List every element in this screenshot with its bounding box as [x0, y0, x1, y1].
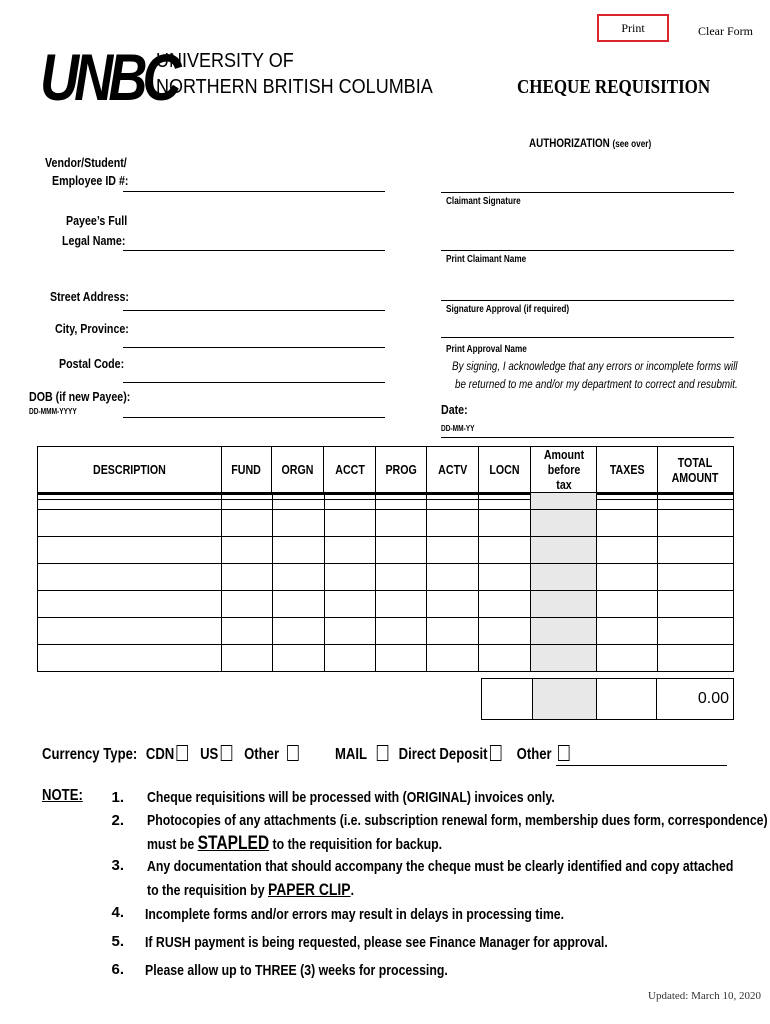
table-cell[interactable] — [479, 618, 531, 645]
table-row — [38, 618, 734, 645]
table-row — [38, 645, 734, 672]
currency-type-label: Currency Type: — [42, 746, 138, 763]
note-2-text: Photocopies of any attachments (i.e. subscription renewal form, membership dues form, correspondence) — [147, 812, 768, 829]
table-cell[interactable] — [427, 591, 479, 618]
col-prog: PROG — [376, 447, 427, 494]
claimant-signature-field[interactable] — [441, 192, 734, 193]
delivery-row — [335, 745, 573, 764]
us-checkbox[interactable] — [221, 745, 232, 761]
cdn-label: CDN — [145, 746, 175, 763]
table-row — [38, 591, 734, 618]
note-6-num: 6. — [111, 961, 124, 978]
cdn-checkbox[interactable] — [177, 745, 188, 761]
other-currency-label: Other — [244, 746, 280, 763]
table-cell — [531, 537, 597, 564]
table-cell[interactable] — [38, 645, 222, 672]
note-2-num: 2. — [111, 812, 124, 829]
table-cell[interactable] — [376, 618, 427, 645]
city-province-field[interactable] — [123, 347, 385, 348]
date-format: DD-MM-YY — [441, 424, 475, 433]
table-cell[interactable] — [427, 510, 479, 537]
table-cell[interactable] — [38, 591, 222, 618]
note-4-num: 4. — [111, 904, 124, 921]
table-cell[interactable] — [324, 537, 376, 564]
table-cell[interactable] — [272, 618, 324, 645]
signature-approval-field[interactable] — [441, 300, 734, 301]
logo-line1: UNIVERSITY OF — [156, 50, 294, 72]
table-cell[interactable] — [427, 645, 479, 672]
table-cell[interactable] — [324, 564, 376, 591]
table-body-grid — [37, 492, 734, 672]
mail-checkbox[interactable] — [377, 745, 388, 761]
table-cell[interactable] — [479, 510, 531, 537]
table-cell[interactable] — [272, 537, 324, 564]
direct-deposit-checkbox[interactable] — [490, 745, 501, 761]
vendor-id-field[interactable] — [123, 191, 385, 192]
table-cell[interactable] — [427, 493, 479, 510]
form-title: CHEQUE REQUISITION — [517, 76, 711, 98]
vendor-label-2: Employee ID #: — [52, 173, 129, 188]
dob-label: DOB (if new Payee): — [29, 389, 131, 404]
table-cell[interactable] — [221, 591, 272, 618]
table-cell[interactable] — [38, 510, 222, 537]
table-cell[interactable] — [658, 510, 734, 537]
totals-box — [481, 678, 734, 720]
table-cell[interactable] — [658, 564, 734, 591]
payee-label-1: Payee’s Full — [66, 213, 128, 228]
payment-row — [42, 745, 302, 764]
table-cell[interactable] — [221, 537, 272, 564]
note-3-text: Any documentation that should accompany the cheque must be clearly identified and copy attached — [147, 858, 734, 875]
table-cell[interactable] — [38, 537, 222, 564]
table-cell[interactable] — [221, 493, 272, 510]
note-3-continued: to the requisition by PAPER CLIP. — [147, 880, 355, 899]
table-cell[interactable] — [324, 493, 376, 510]
table-cell — [531, 510, 597, 537]
table-cell[interactable] — [376, 537, 427, 564]
table-row — [38, 493, 734, 510]
col-locn: LOCN — [479, 447, 531, 494]
table-cell[interactable] — [479, 591, 531, 618]
other-delivery-checkbox[interactable] — [558, 745, 569, 761]
table-cell[interactable] — [427, 618, 479, 645]
claimant-signature-label: Claimant Signature — [446, 196, 521, 207]
print-button[interactable]: Print — [597, 14, 669, 42]
table-cell[interactable] — [597, 564, 658, 591]
postal-code-field[interactable] — [123, 382, 385, 383]
table-cell[interactable] — [376, 564, 427, 591]
table-cell[interactable] — [597, 618, 658, 645]
table-cell[interactable] — [324, 510, 376, 537]
table-cell[interactable] — [376, 493, 427, 510]
table-cell[interactable] — [272, 564, 324, 591]
totals-blank — [482, 679, 533, 720]
table-cell[interactable] — [658, 537, 734, 564]
table-cell[interactable] — [376, 591, 427, 618]
acknowledgement-2: be returned to me and/or my department to correct and resubmit. — [455, 377, 738, 391]
table-cell[interactable] — [597, 510, 658, 537]
acknowledgement-1: By signing, I acknowledge that any errors or incomplete forms will — [452, 359, 738, 373]
table-cell[interactable] — [324, 618, 376, 645]
table-cell[interactable] — [479, 564, 531, 591]
table-cell[interactable] — [324, 591, 376, 618]
table-cell[interactable] — [427, 564, 479, 591]
postal-label: Postal Code: — [59, 356, 125, 371]
date-label: Date: — [441, 402, 468, 417]
table-row — [38, 564, 734, 591]
table-cell[interactable] — [221, 564, 272, 591]
note-3-num: 3. — [111, 857, 124, 874]
print-approval-label: Print Approval Name — [446, 344, 527, 355]
table-cell[interactable] — [597, 537, 658, 564]
logo-line2: NORTHERN BRITISH COLUMBIA — [156, 76, 433, 98]
table-cell[interactable] — [38, 618, 222, 645]
note-5-text: If RUSH payment is being requested, please see Finance Manager for approval. — [145, 934, 608, 951]
table-cell[interactable] — [221, 510, 272, 537]
updated-date: Updated: March 10, 2020 — [648, 990, 762, 1002]
grand-total: 0.00 — [656, 679, 733, 720]
print-claimant-field[interactable] — [441, 250, 734, 251]
table-cell[interactable] — [272, 510, 324, 537]
note-6-text: Please allow up to THREE (3) weeks for processing. — [145, 962, 448, 979]
table-cell — [531, 618, 597, 645]
table-cell — [531, 493, 597, 510]
payee-label-2: Legal Name: — [62, 233, 126, 248]
authorization-label: AUTHORIZATION (see over) — [529, 136, 652, 150]
table-cell[interactable] — [221, 645, 272, 672]
dob-format: DD-MMM-YYYY — [29, 407, 77, 416]
print-claimant-label: Print Claimant Name — [446, 254, 527, 265]
date-field[interactable] — [441, 437, 734, 438]
table-cell[interactable] — [597, 591, 658, 618]
other-delivery-field[interactable] — [556, 765, 727, 766]
table-cell[interactable] — [38, 493, 222, 510]
table-cell — [531, 591, 597, 618]
mail-label: MAIL — [335, 746, 368, 763]
table-cell — [531, 645, 597, 672]
note-1-num: 1. — [111, 789, 124, 806]
col-taxes: TAXES — [597, 447, 658, 494]
table-cell — [531, 564, 597, 591]
table-cell[interactable] — [479, 645, 531, 672]
table-cell[interactable] — [658, 618, 734, 645]
col-amount-before-tax: Amount before tax — [531, 447, 597, 494]
table-cell[interactable] — [376, 645, 427, 672]
table-cell[interactable] — [376, 510, 427, 537]
table-cell[interactable] — [597, 645, 658, 672]
payee-name-field[interactable] — [123, 250, 385, 251]
note-2-continued: must be STAPLED to the requisition for backup. — [147, 833, 443, 854]
print-approval-field[interactable] — [441, 337, 734, 338]
col-acct: ACCT — [324, 447, 376, 494]
street-label: Street Address: — [50, 289, 129, 304]
note-4-text: Incomplete forms and/or errors may result in delays in processing time. — [145, 906, 565, 923]
table-cell[interactable] — [658, 493, 734, 510]
logo-mark: UNBC — [40, 40, 177, 114]
city-label: City, Province: — [55, 321, 129, 336]
note-1-text: Cheque requisitions will be processed with (ORIGINAL) invoices only. — [147, 789, 555, 806]
other-delivery-label: Other — [516, 746, 552, 763]
table-cell[interactable] — [597, 493, 658, 510]
table-cell[interactable] — [479, 493, 531, 510]
table-row — [38, 510, 734, 537]
note-label: NOTE: — [42, 787, 83, 804]
col-actv: ACTV — [427, 447, 479, 494]
dob-field[interactable] — [123, 417, 385, 418]
table-cell[interactable] — [658, 591, 734, 618]
table-cell[interactable] — [479, 537, 531, 564]
table-row — [38, 537, 734, 564]
note-5-num: 5. — [111, 933, 124, 950]
table-cell[interactable] — [658, 645, 734, 672]
table-cell[interactable] — [272, 645, 324, 672]
table-cell[interactable] — [272, 493, 324, 510]
table-cell[interactable] — [38, 564, 222, 591]
direct-deposit-label: Direct Deposit — [398, 746, 488, 763]
col-description: DESCRIPTION — [38, 447, 222, 494]
col-fund: FUND — [221, 447, 272, 494]
other-currency-checkbox[interactable] — [287, 745, 298, 761]
table-cell[interactable] — [221, 618, 272, 645]
col-total-amount: TOTAL AMOUNT — [657, 447, 733, 494]
table-cell[interactable] — [272, 591, 324, 618]
street-address-field[interactable] — [123, 310, 385, 311]
col-orgn: ORGN — [272, 447, 324, 494]
totals-amount-cell — [532, 679, 596, 720]
us-label: US — [200, 746, 219, 763]
table-header-row — [38, 447, 734, 494]
vendor-label-1: Vendor/Student/ — [45, 155, 127, 170]
totals-taxes-cell — [597, 679, 657, 720]
table-cell[interactable] — [427, 537, 479, 564]
table-cell[interactable] — [324, 645, 376, 672]
clear-form-button[interactable]: Clear Form — [698, 24, 753, 38]
signature-approval-label: Signature Approval (if required) — [446, 304, 570, 315]
